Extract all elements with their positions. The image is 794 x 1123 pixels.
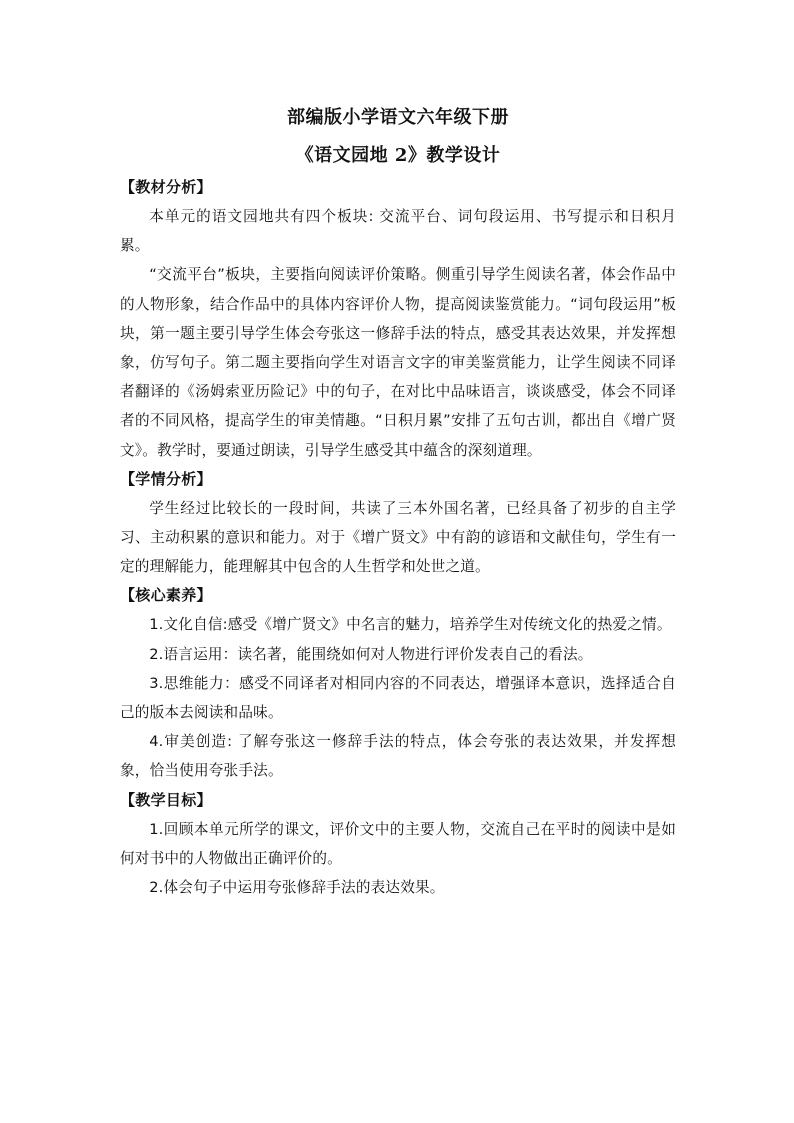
document-title-line2: 《语文园地 2》教学设计: [295, 145, 501, 166]
list-item: 2.体会句子中运用夸张修辞手法的表达效果。: [149, 879, 445, 897]
section-core-literacy: [120, 581, 676, 785]
section-heading: 【教材分析】: [120, 178, 212, 196]
paragraph: 本单元的语文园地共有四个板块: 交流平台、词句段运用、书写提示和日积月累。: [120, 208, 676, 255]
list-item: 1.文化自信:感受《增广贤文》中名言的魅力，培养学生对传统文化的热爱之情。: [149, 616, 672, 634]
paragraph: “交流平台”板块，主要指向阅读评价策略。侧重引导学生阅读名著，体会作品中的人物形象，结合作品中的具体内容评价人物，提高阅读鉴赏能力。“词句段运用”板块，第一题主要引导学生体会夸张这一修辞手法的特点，感受其表达效果，并发挥想象，仿写句子。第二题主要指向学生对语言文字的审美鉴赏能力，让学生阅读不同译者翻译的《汤姆索亚历险记》中的句子，在对比中品味语言，谈谈感受，体会不同译者的不同风格，提高学生的审美情趣。“日积月累”安排了五句古训，都出自《增广贤文》。教学时，要通过朗读，引导学生感受其中蕴含的深刻道理。: [120, 266, 676, 459]
section-heading: 【学情分析】: [120, 469, 212, 488]
list-item: 4.审美创造: 了解夸张这一修辞手法的特点，体会夸张的表达效果，并发挥想象，恰当使用夸张手法。: [120, 733, 676, 780]
section-textbook-analysis: [120, 173, 676, 465]
section-teaching-goals: [120, 786, 676, 903]
list-item: 1.回顾本单元所学的课文，评价文中的主要人物，交流自己在平时的阅读中是如何对书中的人物做出正确评价的。: [120, 820, 676, 867]
section-heading: 【教学目标】: [120, 790, 212, 809]
document-title-line1: 部编版小学语文六年级下册: [287, 107, 509, 128]
list-item: 2.语言运用：读名著，能围绕如何对人物进行评价发表自己的看法。: [149, 645, 593, 663]
list-item: 3.思维能力：感受不同译者对相同内容的不同表达，增强译本意识，选择适合自己的版本去阅读和品味。: [120, 674, 676, 722]
paragraph: 学生经过比较长的一段时间，共读了三本外国名著，已经具备了初步的自主学习、主动积累的意识和能力。对于《增广贤文》中有韵的谚语和文献佳句，学生有一定的理解能力，能理解其中包含的人生哲学和处世之道。: [120, 499, 676, 576]
section-student-analysis: [120, 465, 676, 582]
section-heading: 【核心素养】: [120, 586, 212, 605]
document-content: [120, 100, 676, 902]
